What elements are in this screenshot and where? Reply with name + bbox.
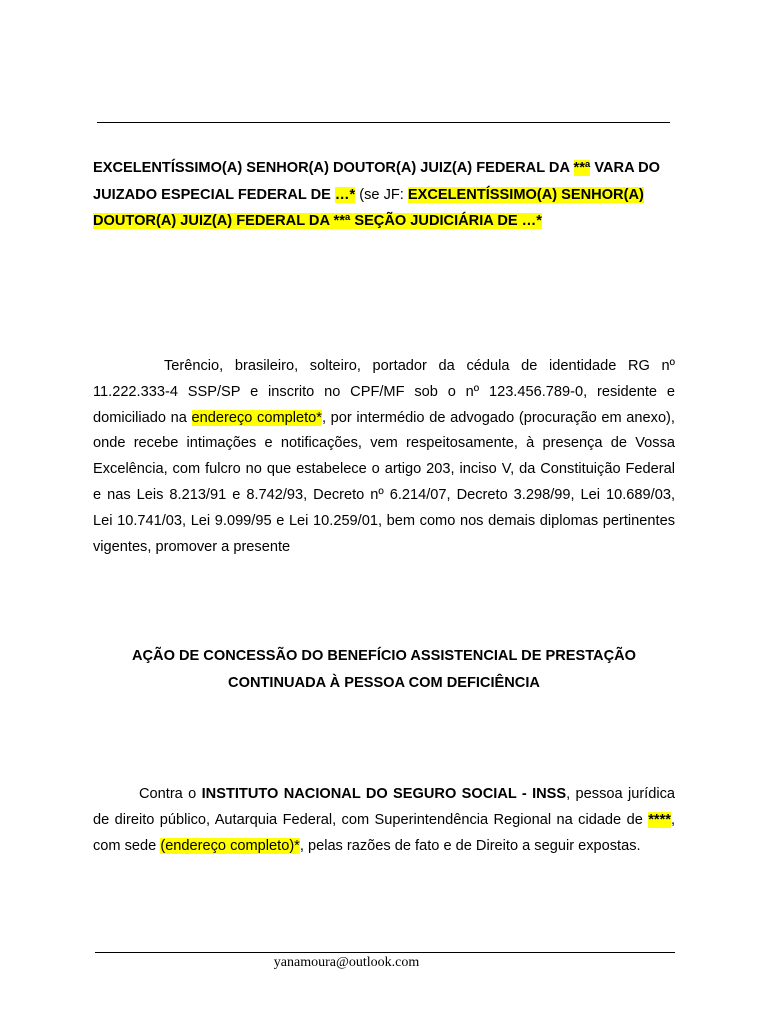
defendant-paragraph [93,781,675,860]
defendant-name: INSTITUTO NACIONAL DO SEGURO SOCIAL - INSS [201,786,567,802]
address-city-placeholder: …* [334,186,356,203]
action-title [93,643,675,697]
defendant-city-placeholder: **** [648,812,671,829]
defendant-text-2: , pessoa jurídica de direito público, Autarquia Federal, com Superintendência Regional na cidade de [93,786,676,829]
address-jf-alternative: EXCELENTÍSSIMO(A) SENHOR(A) DOUTOR(A) JUIZ(A) FEDERAL DA **ª SEÇÃO JUDICIÁRIA DE …* [93,186,644,229]
address-vara-placeholder: **ª [573,160,591,176]
address-jf-note: (se JF: [355,186,408,203]
court-address [93,155,678,235]
footer-rule [95,952,675,953]
address-text-1: EXCELENTÍSSIMO(A) SENHOR(A) DOUTOR(A) JUIZ(A) FEDERAL DA [93,160,574,176]
petitioner-text-2: , por intermédio de advogado (procuração em anexo), onde recebe intimações e notificações, vem respeitosamente, à presença de Vossa Excelência, com fulcro no que estabelece o artigo 203, inciso V, da Constituição Federal e nas Leis 8.213/91 e 8.742/93, Decreto nº 6.214/07, Decreto 3.298/99, Lei 10.689/03, Lei 10.741/03, Lei 9.099/95 e Lei 10.259/01, bem como nos demais diplomas pertinentes vigentes, promover a presente [93,409,675,555]
defendant-text-4: , pelas razões de fato e de Direito a seguir expostas. [299,838,641,855]
action-title-line-2: CONTINUADA À PESSOA COM DEFICIÊNCIA [228,675,540,691]
address-text-2: VARA DO JUIZADO ESPECIAL FEDERAL DE [93,160,661,203]
defendant-address-placeholder: (endereço completo)* [160,838,300,855]
petitioner-paragraph [93,354,675,560]
footer-email: yanamoura@outlook.com [273,955,420,970]
petitioner-address-placeholder: endereço completo* [191,409,322,426]
header-rule [97,122,670,123]
defendant-text-1: Contra o [139,786,202,802]
action-title-line-1: AÇÃO DE CONCESSÃO DO BENEFÍCIO ASSISTENCIAL DE PRESTAÇÃO [131,648,637,664]
defendant-text-3: , com sede [93,812,675,855]
petitioner-text-1: Terêncio, brasileiro, solteiro, portador da cédula de identidade RG nº 11.222.333-4 SSP/SP e inscrito no CPF/MF sob o nº 123.456.789-0, residente e domiciliado na [93,358,675,426]
